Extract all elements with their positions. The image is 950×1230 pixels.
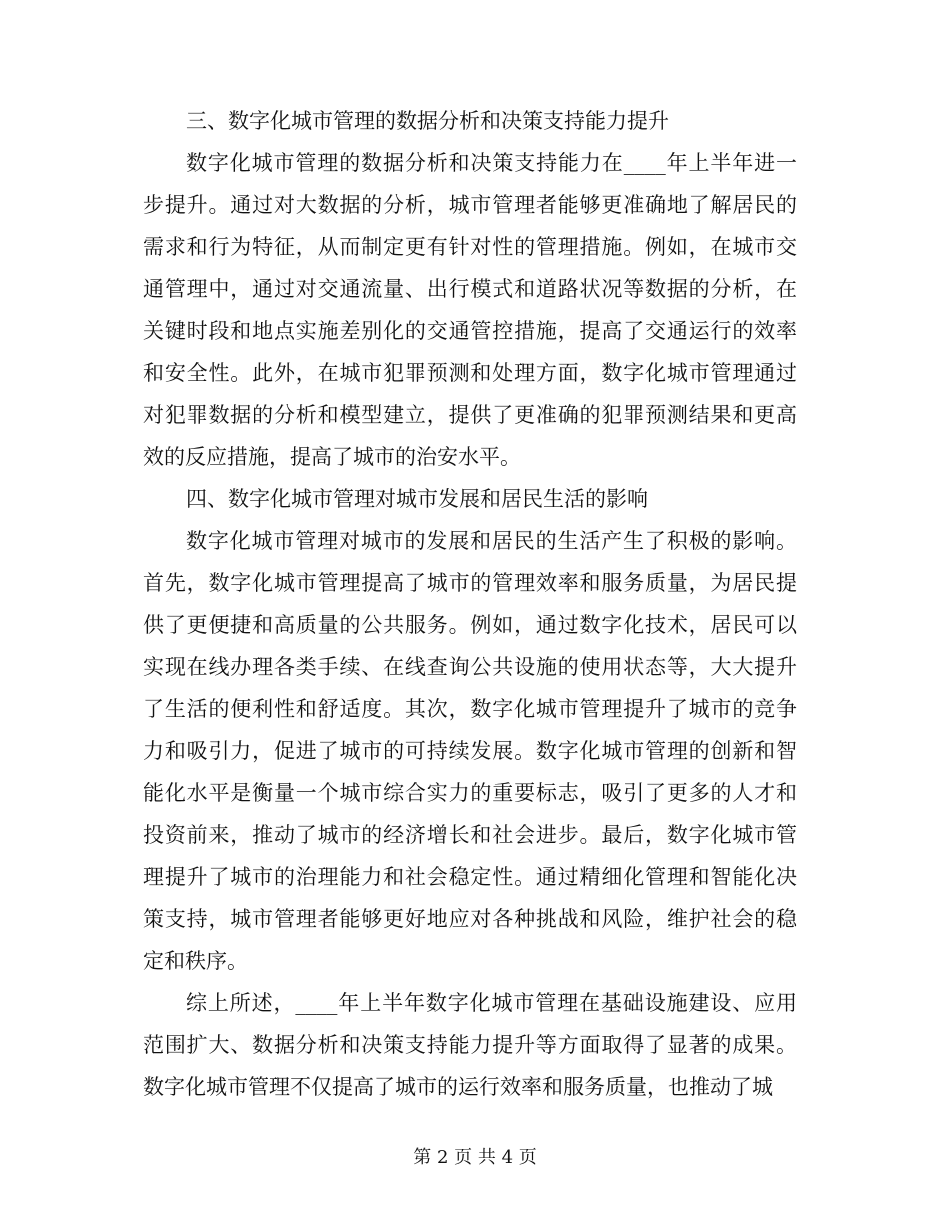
text-line: 数字化城市管理的数据分析和决策支持能力在____年上半年进一 xyxy=(186,151,797,175)
text-line: 数字化城市管理不仅提高了城市的运行效率和服务质量，也推动了城 xyxy=(143,1075,773,1099)
text-line: 供了更便捷和高质量的公共服务。例如，通过数字化技术，居民可以 xyxy=(143,613,797,637)
text-line: 综上所述，____年上半年数字化城市管理在基础设施建设、应用 xyxy=(186,991,797,1015)
text-line: 和安全性。此外，在城市犯罪预测和处理方面，数字化城市管理通过 xyxy=(143,361,797,385)
text-line: 步提升。通过对大数据的分析，城市管理者能够更准确地了解居民的 xyxy=(143,193,797,217)
text-line: 投资前来，推动了城市的经济增长和社会进步。最后，数字化城市管 xyxy=(143,823,797,847)
text-line: 通管理中，通过对交通流量、出行模式和道路状况等数据的分析，在 xyxy=(143,277,797,301)
text-line: 数字化城市管理对城市的发展和居民的生活产生了积极的影响。 xyxy=(186,529,797,553)
paragraph xyxy=(143,982,797,1108)
text-line: 了生活的便利性和舒适度。其次，数字化城市管理提升了城市的竞争 xyxy=(143,697,797,721)
section-heading xyxy=(143,100,797,142)
paragraph xyxy=(143,520,797,982)
document-body xyxy=(143,100,797,1108)
text-line: 实现在线办理各类手续、在线查询公共设施的使用状态等，大大提升 xyxy=(143,655,797,679)
text-line: 关键时段和地点实施差别化的交通管控措施，提高了交通运行的效率 xyxy=(143,319,797,343)
text-line: 首先，数字化城市管理提高了城市的管理效率和服务质量，为居民提 xyxy=(143,571,797,595)
text-line: 对犯罪数据的分析和模型建立，提供了更准确的犯罪预测结果和更高 xyxy=(143,403,797,427)
text-line: 三、数字化城市管理的数据分析和决策支持能力提升 xyxy=(186,109,669,133)
text-line: 效的反应措施，提高了城市的治安水平。 xyxy=(143,445,521,469)
text-line: 力和吸引力，促进了城市的可持续发展。数字化城市管理的创新和智 xyxy=(143,739,797,763)
paragraph xyxy=(143,142,797,478)
text-line: 理提升了城市的治理能力和社会稳定性。通过精细化管理和智能化决 xyxy=(143,865,797,889)
text-line: 范围扩大、数据分析和决策支持能力提升等方面取得了显著的成果。 xyxy=(143,1033,797,1057)
text-line: 定和秩序。 xyxy=(143,949,248,973)
text-line: 四、数字化城市管理对城市发展和居民生活的影响 xyxy=(186,487,648,511)
section-heading xyxy=(143,478,797,520)
page-footer: 第 2 页 共 4 页 xyxy=(413,1147,537,1168)
text-line: 需求和行为特征，从而制定更有针对性的管理措施。例如，在城市交 xyxy=(143,235,797,259)
text-line: 能化水平是衡量一个城市综合实力的重要标志，吸引了更多的人才和 xyxy=(143,781,797,805)
text-line: 策支持，城市管理者能够更好地应对各种挑战和风险，维护社会的稳 xyxy=(143,907,797,931)
